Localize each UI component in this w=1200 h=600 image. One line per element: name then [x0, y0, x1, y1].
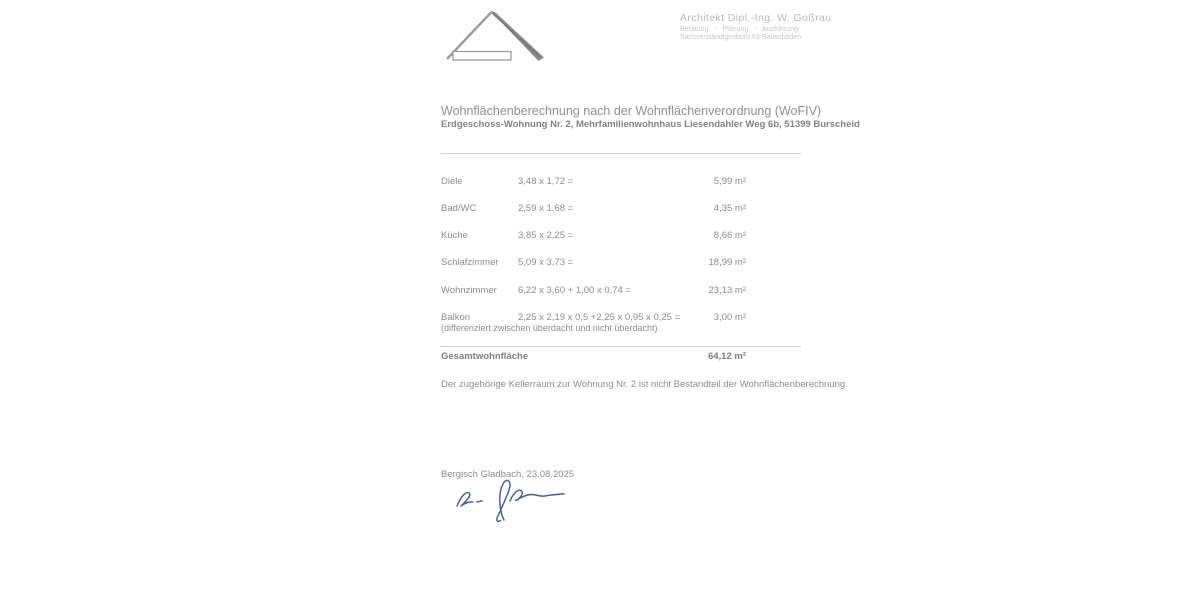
divider-total [441, 346, 801, 347]
room-formula: 6,22 x 3,60 + 1,00 x 0,74 = [518, 285, 632, 296]
room-area: 18,99 m² [708, 257, 746, 268]
balkon-note: (differenziert zwischen überdacht und nicht überdacht) [441, 323, 658, 333]
letterhead [680, 12, 831, 41]
room-formula: 3,48 x 1,72 = [518, 176, 574, 187]
room-formula: 3,85 x 2,25 = [518, 230, 574, 241]
place-date: Bergisch Gladbach, 23.08.2025 [441, 469, 575, 480]
room-label: Küche [441, 230, 468, 241]
room-formula: 5,09 x 3,73 = [518, 257, 574, 268]
room-label: Schlafzimmer [441, 257, 499, 268]
document-title: Wohnflächenberechnung nach der Wohnflächenverordnung (WoFIV) [441, 104, 822, 118]
table-row-schlafzimmer [441, 257, 801, 271]
table-row-wohnzimmer [441, 285, 801, 299]
room-area: 8,66 m² [713, 230, 746, 241]
room-label: Wohnzimmer [441, 285, 497, 296]
room-label: Bad/WC [441, 203, 477, 214]
table-row-total [441, 351, 801, 365]
company-name: Architekt Dipl.-Ing. W. Goßrau [680, 12, 832, 24]
table-row-kueche [441, 230, 801, 244]
handwritten-signature [452, 476, 570, 524]
room-label: Diele [441, 176, 463, 187]
room-formula: 2,59 x 1,68 = [518, 203, 574, 214]
expertise-line: Sachverständigenbüro für Bauschäden [680, 34, 802, 41]
room-area: 3,00 m² [713, 312, 746, 323]
architect-roof-logo-icon [441, 7, 545, 63]
room-area: 4,35 m² [713, 203, 746, 214]
total-area: 64,12 m² [707, 351, 746, 362]
room-formula: 2,25 x 2,19 x 0,5 +2,25 x 0,95 x 0,25 = [518, 312, 681, 323]
room-area: 23,13 m² [708, 285, 746, 296]
room-area: 5,99 m² [713, 176, 746, 187]
total-label: Gesamtwohnfläche [441, 351, 529, 362]
services-line: Beratung - Planung - Ausführung [680, 26, 798, 33]
room-label: Balkon [441, 312, 471, 323]
divider-top [441, 153, 801, 154]
table-row-bad-wc [441, 203, 801, 217]
footnote: Der zugehörige Kellerraum zur Wohnung Nr. 2 ist nicht Bestandteil der Wohnflächenberechnung. [441, 379, 848, 390]
document-subtitle: Erdgeschoss-Wohnung Nr. 2, Mehrfamilienwohnhaus Liesendahler Weg 6b, 51399 Burscheid [441, 119, 860, 130]
table-row-diele [441, 176, 801, 190]
